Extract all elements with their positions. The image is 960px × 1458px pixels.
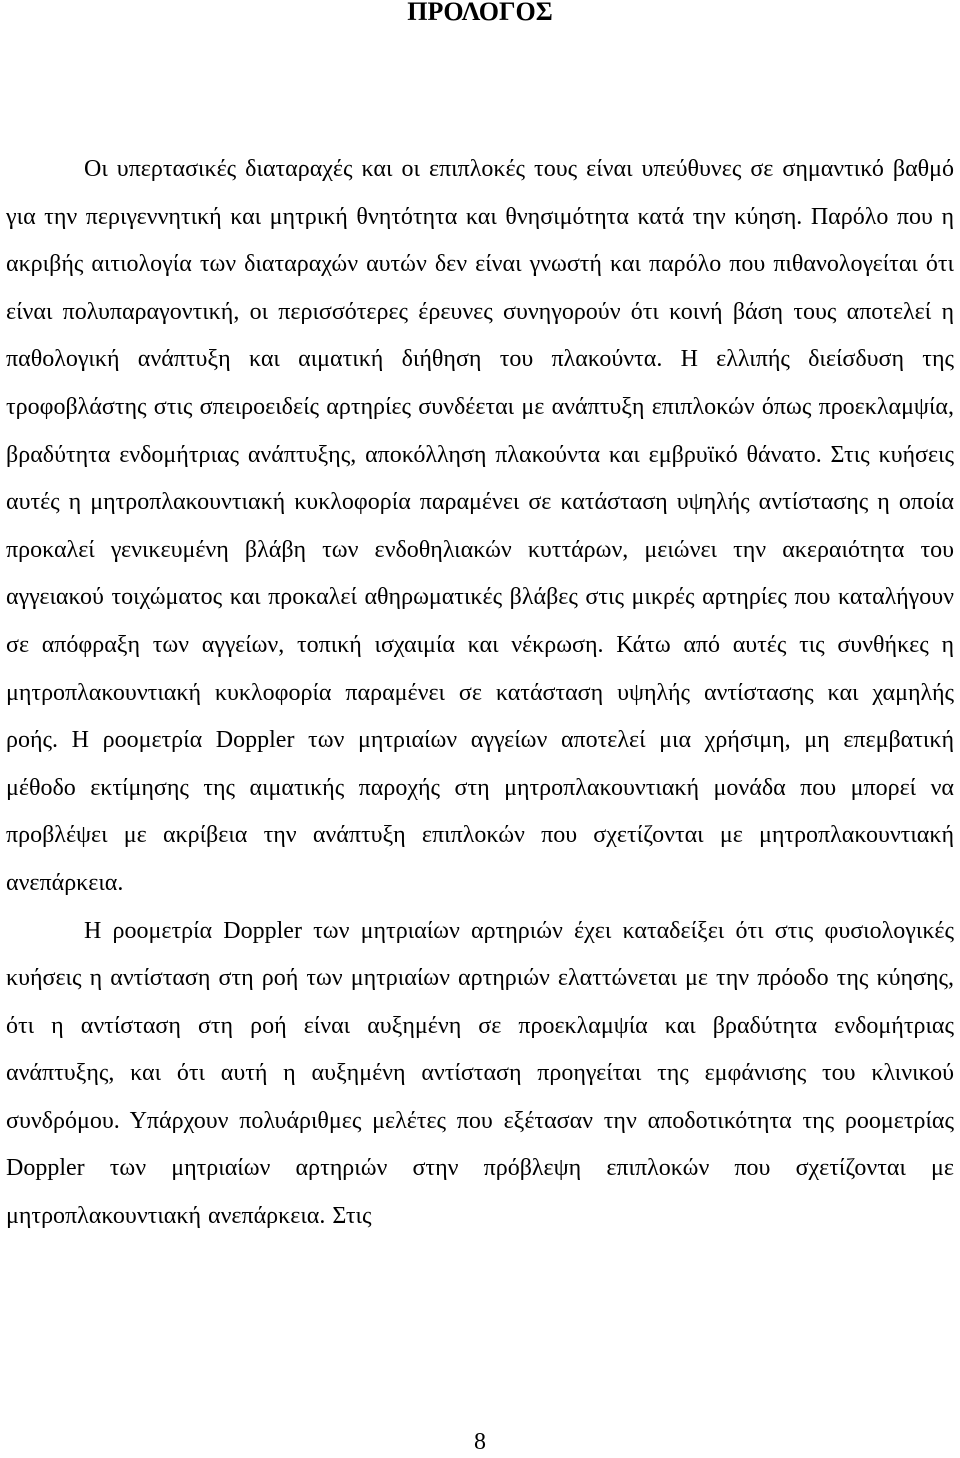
paragraph-1: Οι υπερτασικές διαταραχές και οι επιπλοκές τους είναι υπεύθυνες σε σημαντικό βαθμό για την περιγεννητική και μητρική θνητότητα και θνησιμότητα κατά την κύηση. Παρόλο που η ακριβής αιτιολογία των διαταραχών αυτών δεν είναι γνωστή και παρόλο που πιθανολογείται ότι είναι πολυπαραγοντική, οι περισσότερες έρευνες συνηγορούν ότι κοινή βάση τους αποτελεί η παθολογική ανάπτυξη και αιματική διήθηση του πλακούντα. Η ελλιπής διείσδυση της τροφοβλάστης στις σπειροειδείς αρτηρίες συνδέεται με ανάπτυξη επιπλοκών όπως προεκλαμψία, βραδύτητα ενδομήτριας ανάπτυξης, αποκόλληση πλακούντα και εμβρυϊκό θάνατο. Στις κυήσεις αυτές η μητροπλακουντιακή κυκλοφορία παραμένει σε κατάσταση υψηλής αντίστασης η οποία προκαλεί γενικευμένη βλάβη των ενδοθηλιακών κυττάρων, μειώνει την ακεραιότητα του αγγειακού τοιχώματος και προκαλεί αθηρωματικές βλάβες στις μικρές αρτηρίες που καταλήγουν σε απόφραξη των αγγείων, τοπική ισχαιμία και νέκρωση. Κάτω από αυτές τις συνθήκες η μητροπλακουντιακή κυκλοφορία παραμένει σε κατάσταση υψηλής αντίστασης και χαμηλής ροής. Η ροομετρία Doppler των μητριαίων αγγείων αποτελεί μια χρήσιμη, μη επεμβατική μέθοδο εκτίμησης της αιματικής παροχής στη μητροπλακουντιακή μονάδα που μπορεί να προβλέψει με ακρίβεια την ανάπτυξη επιπλοκών που σχετίζονται με μητροπλακουντιακή ανεπάρκεια. — [6, 156, 954, 896]
document-title: ΠΡΟΛΟΓΟΣ — [407, 0, 553, 26]
page-number: 8 — [474, 1429, 486, 1455]
paragraph-2: Η ροομετρία Doppler των μητριαίων αρτηριών έχει καταδείξει ότι στις φυσιολογικές κυήσεις η αντίσταση στη ροή των μητριαίων αρτηριών ελαττώνεται με την πρόοδο της κύησης, ότι η αντίσταση στη ροή είναι αυξημένη σε προεκλαμψία και βραδύτητα ενδομήτριας ανάπτυξης, και ότι αυτή η αυξημένη αντίσταση προηγείται της εμφάνισης του κλινικού συνδρόμου. Υπάρχουν πολυάριθμες μελέτες που εξέτασαν την αποδοτικότητα της ροομετρίας Doppler των μητριαίων αρτηριών στην πρόβλεψη επιπλοκών που σχετίζονται με μητροπλακουντιακή ανεπάρκεια. Στις — [6, 917, 954, 1230]
body-text — [6, 146, 954, 1241]
